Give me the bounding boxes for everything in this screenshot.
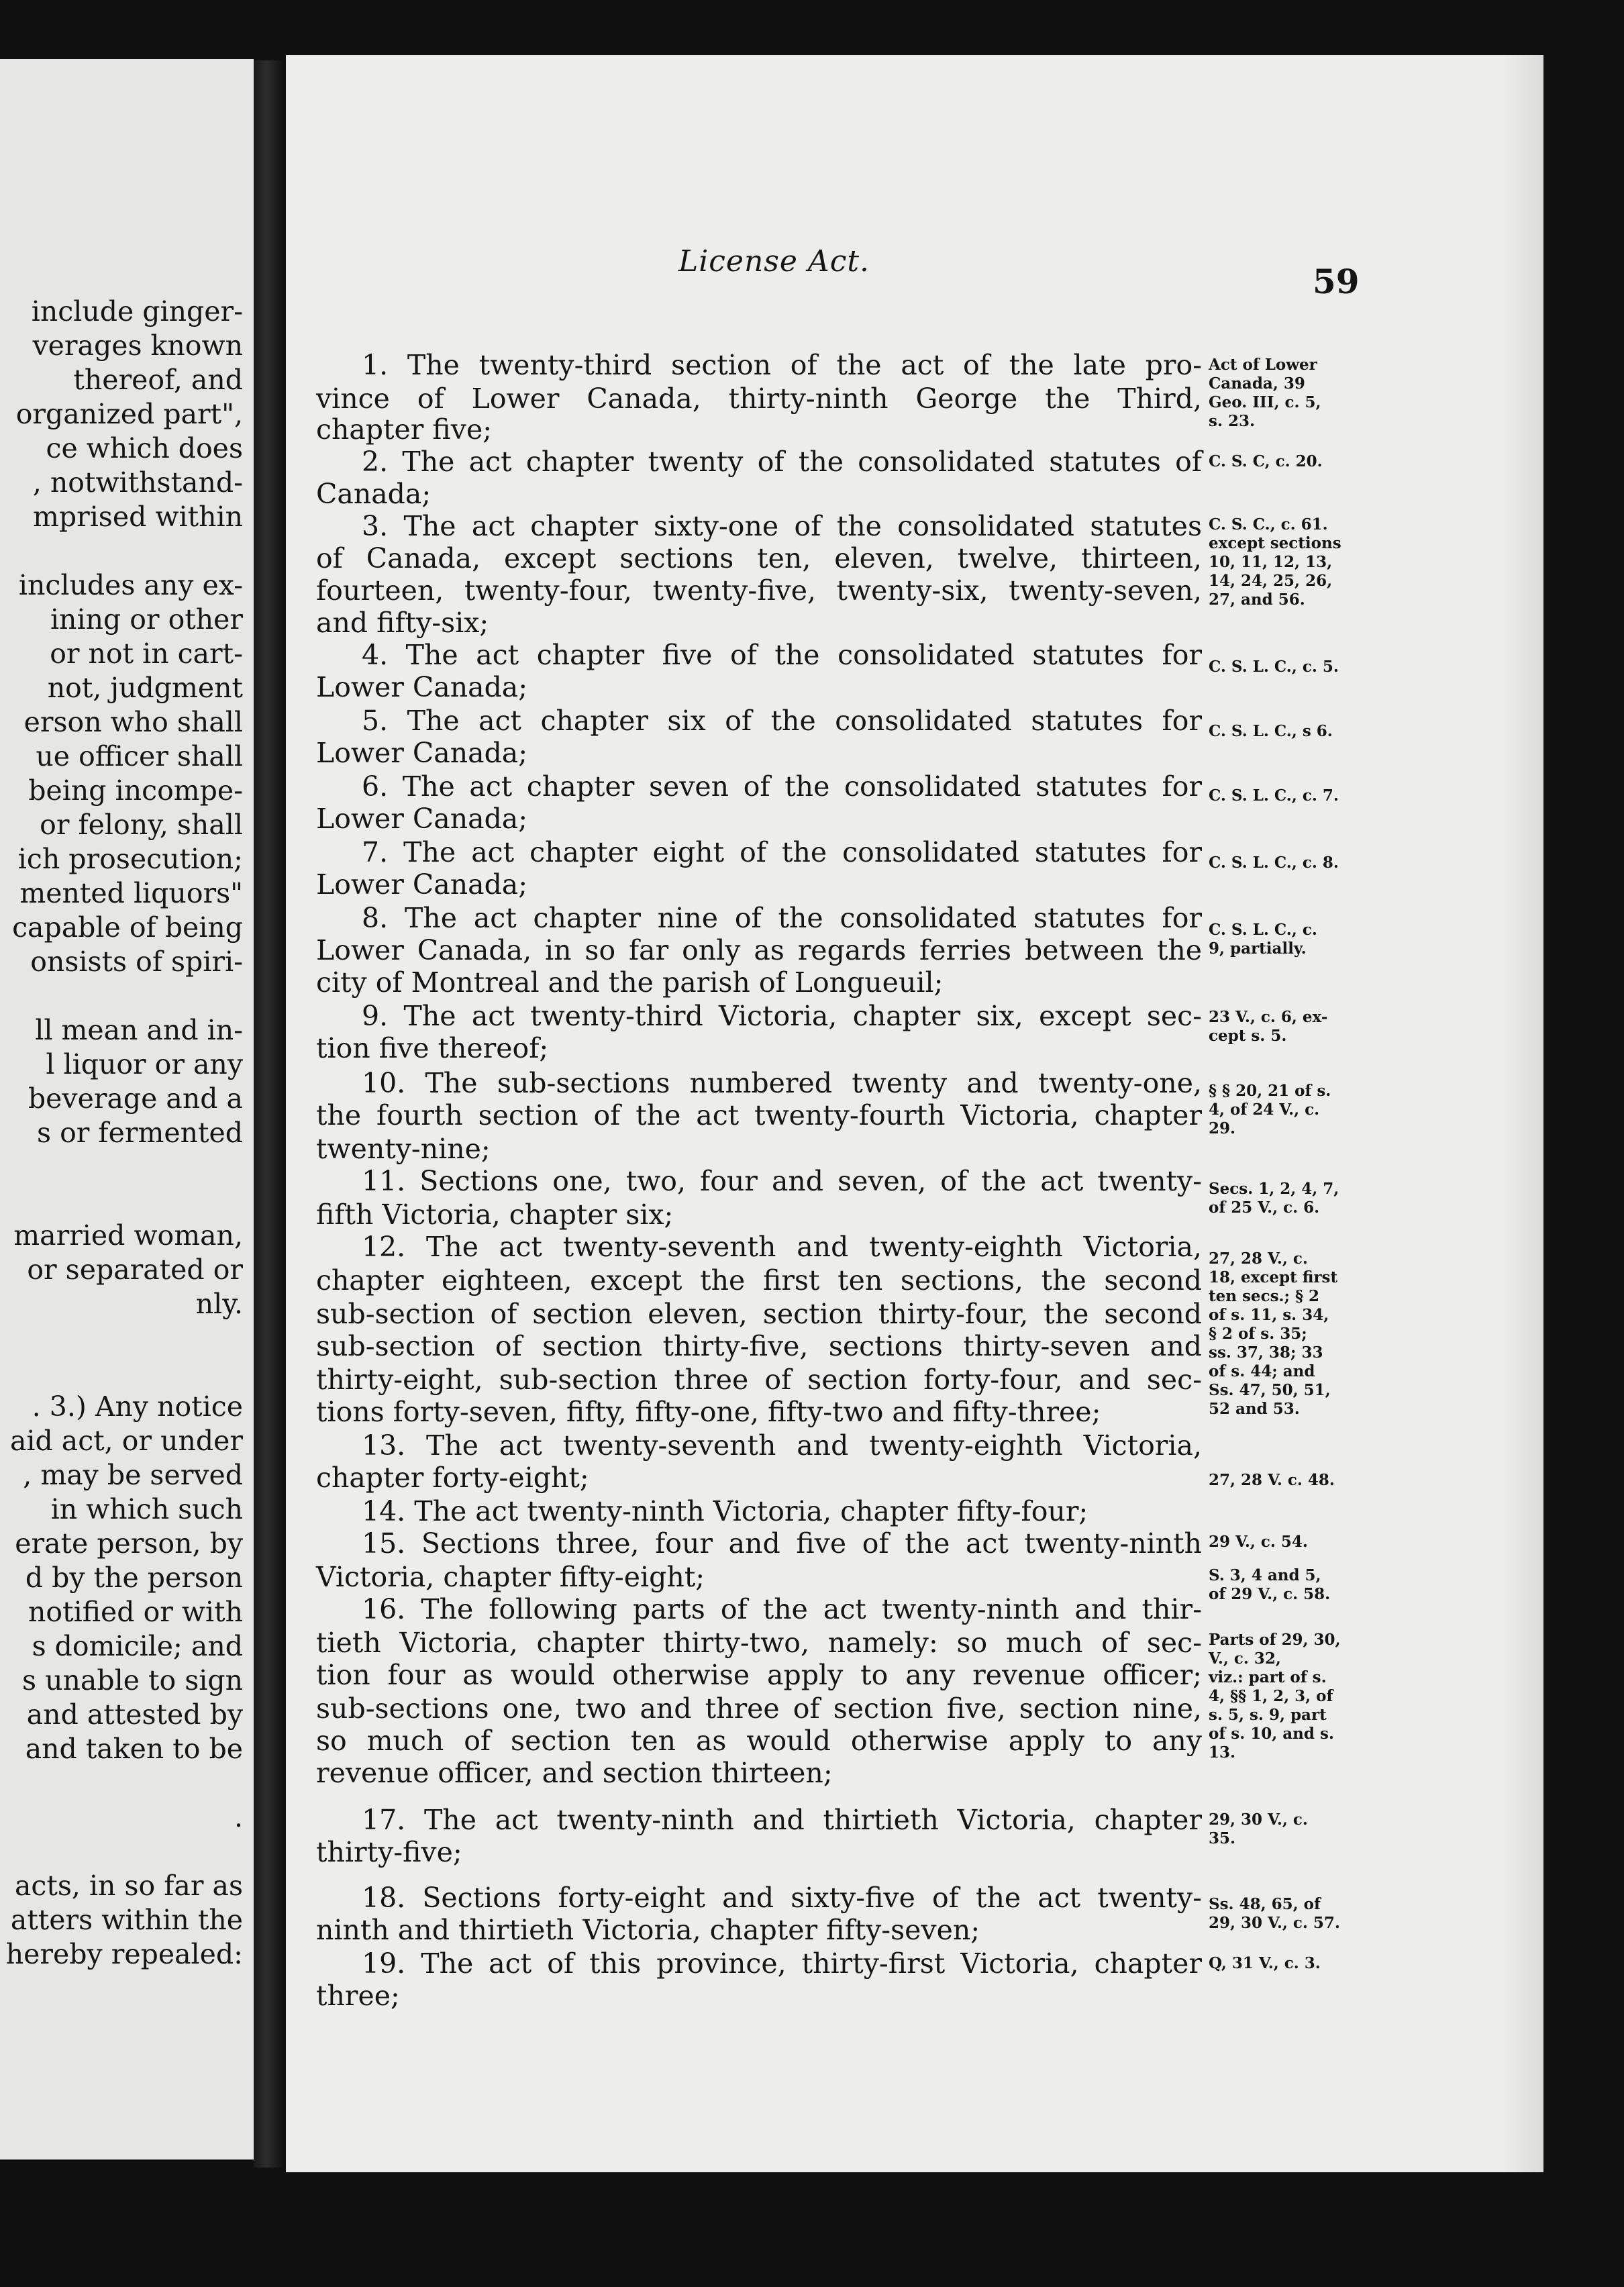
- body-text-line: 11. Sections one, two, four and seven, of the act twenty-: [362, 1165, 1202, 1197]
- margin-note: [1209, 515, 1397, 609]
- body-text-line: chapter eighteen, except the first ten sections, the second: [316, 1264, 1202, 1297]
- body-text-line: three;: [316, 1980, 400, 2012]
- left-page-line: acts, in so far as: [14, 1870, 243, 1902]
- margin-note-line: cept s. 5.: [1209, 1027, 1287, 1045]
- left-page-line: ll mean and in-: [35, 1014, 243, 1046]
- margin-note: [1209, 722, 1397, 741]
- left-page-line: organized part",: [15, 398, 243, 430]
- body-text-line: 2. The act chapter twenty of the consolidated statutes of: [362, 446, 1202, 478]
- margin-note-line: 4, of 24 V., c.: [1209, 1101, 1320, 1119]
- margin-note: [1209, 1954, 1397, 1973]
- margin-note-line: except sections: [1209, 534, 1341, 552]
- left-page-line: s or fermented: [37, 1117, 243, 1149]
- margin-note: [1209, 1008, 1397, 1046]
- left-page-line: , may be served: [23, 1459, 243, 1491]
- body-text-line: tion five thereof;: [316, 1032, 549, 1064]
- margin-note-line: C. S. L. C., c. 8.: [1209, 854, 1339, 872]
- body-text-line: Lower Canada;: [316, 671, 528, 703]
- left-page-line: or separated or: [27, 1254, 243, 1286]
- margin-note-line: of 29 V., c. 58.: [1209, 1585, 1331, 1603]
- margin-note-line: 14, 24, 25, 26,: [1209, 572, 1333, 590]
- left-page-line: l liquor or any: [46, 1048, 243, 1080]
- left-page-line: beverage and a: [28, 1082, 243, 1115]
- left-page-line: nly.: [195, 1288, 243, 1320]
- left-page-line: capable of being: [12, 911, 243, 944]
- left-page-line: , notwithstand-: [32, 466, 243, 499]
- left-page-line: . 3.) Any notice: [32, 1390, 243, 1423]
- body-text-line: 8. The act chapter nine of the consolidated statutes for: [362, 902, 1202, 934]
- left-page-line: include ginger-: [31, 295, 243, 327]
- margin-note: [1209, 1082, 1397, 1138]
- margin-note-line: 27, and 56.: [1209, 591, 1305, 609]
- body-text-line: fifth Victoria, chapter six;: [316, 1199, 674, 1231]
- body-text-line: tieth Victoria, chapter thirty-two, namely: so much of sec-: [316, 1627, 1202, 1659]
- body-text-line: of Canada, except sections ten, eleven, twelve, thirteen,: [316, 542, 1202, 574]
- left-page-line: s unable to sign: [22, 1664, 243, 1696]
- margin-note-line: Ss. 48, 65, of: [1209, 1895, 1321, 1913]
- left-page-line: ining or other: [50, 603, 243, 636]
- left-page-line: or felony, shall: [40, 809, 243, 841]
- body-text-line: and fifty-six;: [316, 607, 489, 639]
- margin-note-line: s. 23.: [1209, 412, 1255, 430]
- margin-note-line: ten secs.; § 2: [1209, 1287, 1320, 1305]
- margin-note-line: 18, except first: [1209, 1268, 1338, 1286]
- margin-note-line: 29, 30 V., c.: [1209, 1811, 1308, 1829]
- margin-note-line: of s. 11, s. 34,: [1209, 1306, 1329, 1324]
- margin-note: [1209, 356, 1397, 431]
- left-page-line: and attested by: [26, 1698, 243, 1731]
- margin-note: [1209, 1533, 1397, 1552]
- margin-note: [1209, 921, 1397, 958]
- left-page-line: mented liquors": [19, 877, 243, 909]
- margin-note-line: § 2 of s. 35;: [1209, 1325, 1307, 1343]
- left-page-line: being incompe-: [28, 774, 243, 807]
- left-page-line: notified or with: [28, 1596, 243, 1628]
- margin-note: [1209, 1811, 1397, 1848]
- margin-note-line: C. S. L. C., c. 5.: [1209, 658, 1339, 676]
- body-text-line: thirty-eight, sub-section three of section forty-four, and sec-: [316, 1364, 1202, 1396]
- body-text-line: 1. The twenty-third section of the act of the late pro-: [362, 349, 1202, 381]
- body-text-line: sub-sections one, two and three of section five, section nine,: [316, 1692, 1202, 1725]
- left-page-line: verages known: [32, 329, 243, 362]
- left-page-line: thereof, and: [73, 364, 243, 396]
- margin-note-line: 52 and 53.: [1209, 1400, 1300, 1418]
- margin-note-line: C. S. L. C., c.: [1209, 921, 1317, 939]
- margin-note-line: ss. 37, 38; 33: [1209, 1343, 1323, 1362]
- margin-note: [1209, 1566, 1397, 1604]
- body-text-line: 17. The act twenty-ninth and thirtieth Victoria, chapter: [362, 1804, 1202, 1836]
- body-text-line: 5. The act chapter six of the consolidated statutes for: [362, 705, 1202, 737]
- margin-note-line: 29.: [1209, 1119, 1236, 1137]
- left-page-line: s domicile; and: [32, 1630, 243, 1662]
- margin-note-line: 29 V., c. 54.: [1209, 1533, 1308, 1551]
- left-page-fragment: [0, 59, 254, 2159]
- margin-note: [1209, 1631, 1397, 1762]
- margin-note-line: of s. 10, and s.: [1209, 1725, 1334, 1743]
- margin-note: [1209, 1250, 1397, 1419]
- body-text-line: sub-section of section eleven, section thirty-four, the second: [316, 1298, 1202, 1330]
- body-text-line: tions forty-seven, fifty, fifty-one, fifty-two and fifty-three;: [316, 1396, 1101, 1428]
- left-page-line: d by the person: [25, 1562, 243, 1594]
- margin-note-line: Ss. 47, 50, 51,: [1209, 1381, 1331, 1399]
- body-text-line: Lower Canada;: [316, 737, 528, 769]
- left-page-line: married woman,: [13, 1219, 243, 1252]
- book-gutter: [254, 60, 286, 2168]
- body-text-line: Lower Canada, in so far only as regards ferries between the: [316, 934, 1202, 966]
- margin-note: [1209, 658, 1397, 676]
- margin-note-line: Q, 31 V., c. 3.: [1209, 1954, 1321, 1972]
- body-text-line: the fourth section of the act twenty-fourth Victoria, chapter: [316, 1099, 1202, 1131]
- margin-note: [1209, 854, 1397, 872]
- body-text-line: chapter forty-eight;: [316, 1462, 589, 1494]
- body-text-line: so much of section ten as would otherwise apply to any: [316, 1725, 1202, 1757]
- margin-note-line: Geo. III, c. 5,: [1209, 393, 1321, 411]
- body-text-line: 4. The act chapter five of the consolidated statutes for: [362, 639, 1202, 671]
- margin-note-line: 10, 11, 12, 13,: [1209, 553, 1333, 571]
- body-text-line: chapter five;: [316, 413, 493, 446]
- margin-note: [1209, 1471, 1397, 1490]
- right-page: [286, 55, 1543, 2172]
- margin-note-line: Secs. 1, 2, 4, 7,: [1209, 1180, 1339, 1198]
- body-text-line: fourteen, twenty-four, twenty-five, twenty-six, twenty-seven,: [316, 574, 1202, 607]
- left-page-line: and taken to be: [25, 1733, 243, 1765]
- margin-note: [1209, 786, 1397, 805]
- page-number: 59: [1313, 262, 1360, 301]
- body-text-line: city of Montreal and the parish of Longueuil;: [316, 966, 944, 999]
- margin-note-line: of 25 V., c. 6.: [1209, 1199, 1320, 1217]
- page-shadow: [1503, 55, 1543, 2172]
- margin-note-line: C. S. C., c. 61.: [1209, 515, 1328, 533]
- margin-note-line: S. 3, 4 and 5,: [1209, 1566, 1321, 1584]
- margin-note-line: C. S. L. C., s 6.: [1209, 722, 1333, 740]
- body-text-line: ninth and thirtieth Victoria, chapter fifty-seven;: [316, 1914, 980, 1946]
- margin-note-line: C. S. C, c. 20.: [1209, 452, 1323, 470]
- left-page-line: includes any ex-: [18, 569, 243, 601]
- left-page-line: ue officer shall: [36, 740, 243, 772]
- margin-note-line: V., c. 32,: [1209, 1649, 1281, 1668]
- margin-note-line: 27, 28 V. c. 48.: [1209, 1471, 1335, 1489]
- left-page-line: mprised within: [32, 501, 243, 533]
- left-page-line: aid act, or under: [9, 1425, 243, 1457]
- body-text-line: sub-section of section thirty-five, sections thirty-seven and: [316, 1330, 1202, 1362]
- margin-note: [1209, 1180, 1397, 1217]
- body-text-line: 19. The act of this province, thirty-first Victoria, chapter: [362, 1947, 1202, 1980]
- margin-note-line: 13.: [1209, 1743, 1236, 1762]
- margin-note-line: Parts of 29, 30,: [1209, 1631, 1341, 1649]
- body-text-line: 13. The act twenty-seventh and twenty-eighth Victoria,: [362, 1429, 1202, 1462]
- body-text-line: revenue officer, and section thirteen;: [316, 1757, 833, 1789]
- body-text-line: twenty-nine;: [316, 1133, 491, 1165]
- left-page-line: in which such: [50, 1493, 243, 1525]
- left-page-line: not, judgment: [47, 672, 243, 704]
- body-text-line: thirty-five;: [316, 1836, 462, 1868]
- body-text-line: Canada;: [316, 478, 432, 510]
- margin-note-line: Canada, 39: [1209, 374, 1305, 393]
- body-text-line: 18. Sections forty-eight and sixty-five of the act twenty-: [362, 1882, 1202, 1914]
- margin-note-line: Act of Lower: [1209, 356, 1317, 374]
- body-text-line: 9. The act twenty-third Victoria, chapter six, except sec-: [362, 1000, 1202, 1032]
- body-text-line: 14. The act twenty-ninth Victoria, chapter fifty-four;: [362, 1495, 1088, 1527]
- left-page-line: .: [234, 1801, 243, 1833]
- running-head: License Act.: [678, 244, 870, 278]
- margin-note-line: § § 20, 21 of s.: [1209, 1082, 1331, 1100]
- left-page-line: hereby repealed:: [5, 1938, 243, 1970]
- body-text-line: Victoria, chapter fifty-eight;: [316, 1561, 705, 1593]
- left-page-line: erson who shall: [23, 706, 243, 738]
- body-text-line: 10. The sub-sections numbered twenty and twenty-one,: [362, 1067, 1202, 1099]
- margin-note-line: viz.: part of s.: [1209, 1668, 1327, 1686]
- margin-note-line: 23 V., c. 6, ex-: [1209, 1008, 1328, 1026]
- margin-note-line: 9, partially.: [1209, 939, 1307, 958]
- left-page-line: onsists of spiri-: [30, 946, 243, 978]
- body-text-line: 15. Sections three, four and five of the act twenty-ninth: [362, 1527, 1202, 1560]
- body-text-line: 16. The following parts of the act twenty-ninth and thir-: [362, 1593, 1202, 1625]
- left-page-line: atters within the: [10, 1904, 243, 1936]
- margin-note-line: 27, 28 V., c.: [1209, 1250, 1308, 1268]
- margin-note-line: 35.: [1209, 1829, 1236, 1847]
- left-page-line: or not in cart-: [50, 638, 243, 670]
- margin-note-line: 4, §§ 1, 2, 3, of: [1209, 1687, 1333, 1705]
- body-text-line: 7. The act chapter eight of the consolidated statutes for: [362, 836, 1202, 868]
- body-text-line: Lower Canada;: [316, 803, 528, 835]
- margin-note-line: of s. 44; and: [1209, 1362, 1315, 1380]
- left-page-line: ce which does: [46, 432, 243, 464]
- left-page-line: erate person, by: [15, 1527, 243, 1560]
- body-text-line: Lower Canada;: [316, 868, 528, 901]
- body-text-line: 12. The act twenty-seventh and twenty-eighth Victoria,: [362, 1231, 1202, 1263]
- body-text-line: 6. The act chapter seven of the consolidated statutes for: [362, 770, 1202, 803]
- body-text-line: 3. The act chapter sixty-one of the consolidated statutes: [362, 510, 1202, 542]
- margin-note: [1209, 452, 1397, 471]
- margin-note-line: s. 5, s. 9, part: [1209, 1706, 1327, 1724]
- left-page-line: ich prosecution;: [17, 843, 243, 875]
- body-text-line: tion four as would otherwise apply to any revenue officer;: [316, 1659, 1202, 1691]
- margin-note-line: 29, 30 V., c. 57.: [1209, 1914, 1340, 1932]
- margin-note-line: C. S. L. C., c. 7.: [1209, 786, 1339, 805]
- body-text-line: vince of Lower Canada, thirty-ninth George the Third,: [316, 383, 1202, 415]
- margin-note: [1209, 1895, 1397, 1933]
